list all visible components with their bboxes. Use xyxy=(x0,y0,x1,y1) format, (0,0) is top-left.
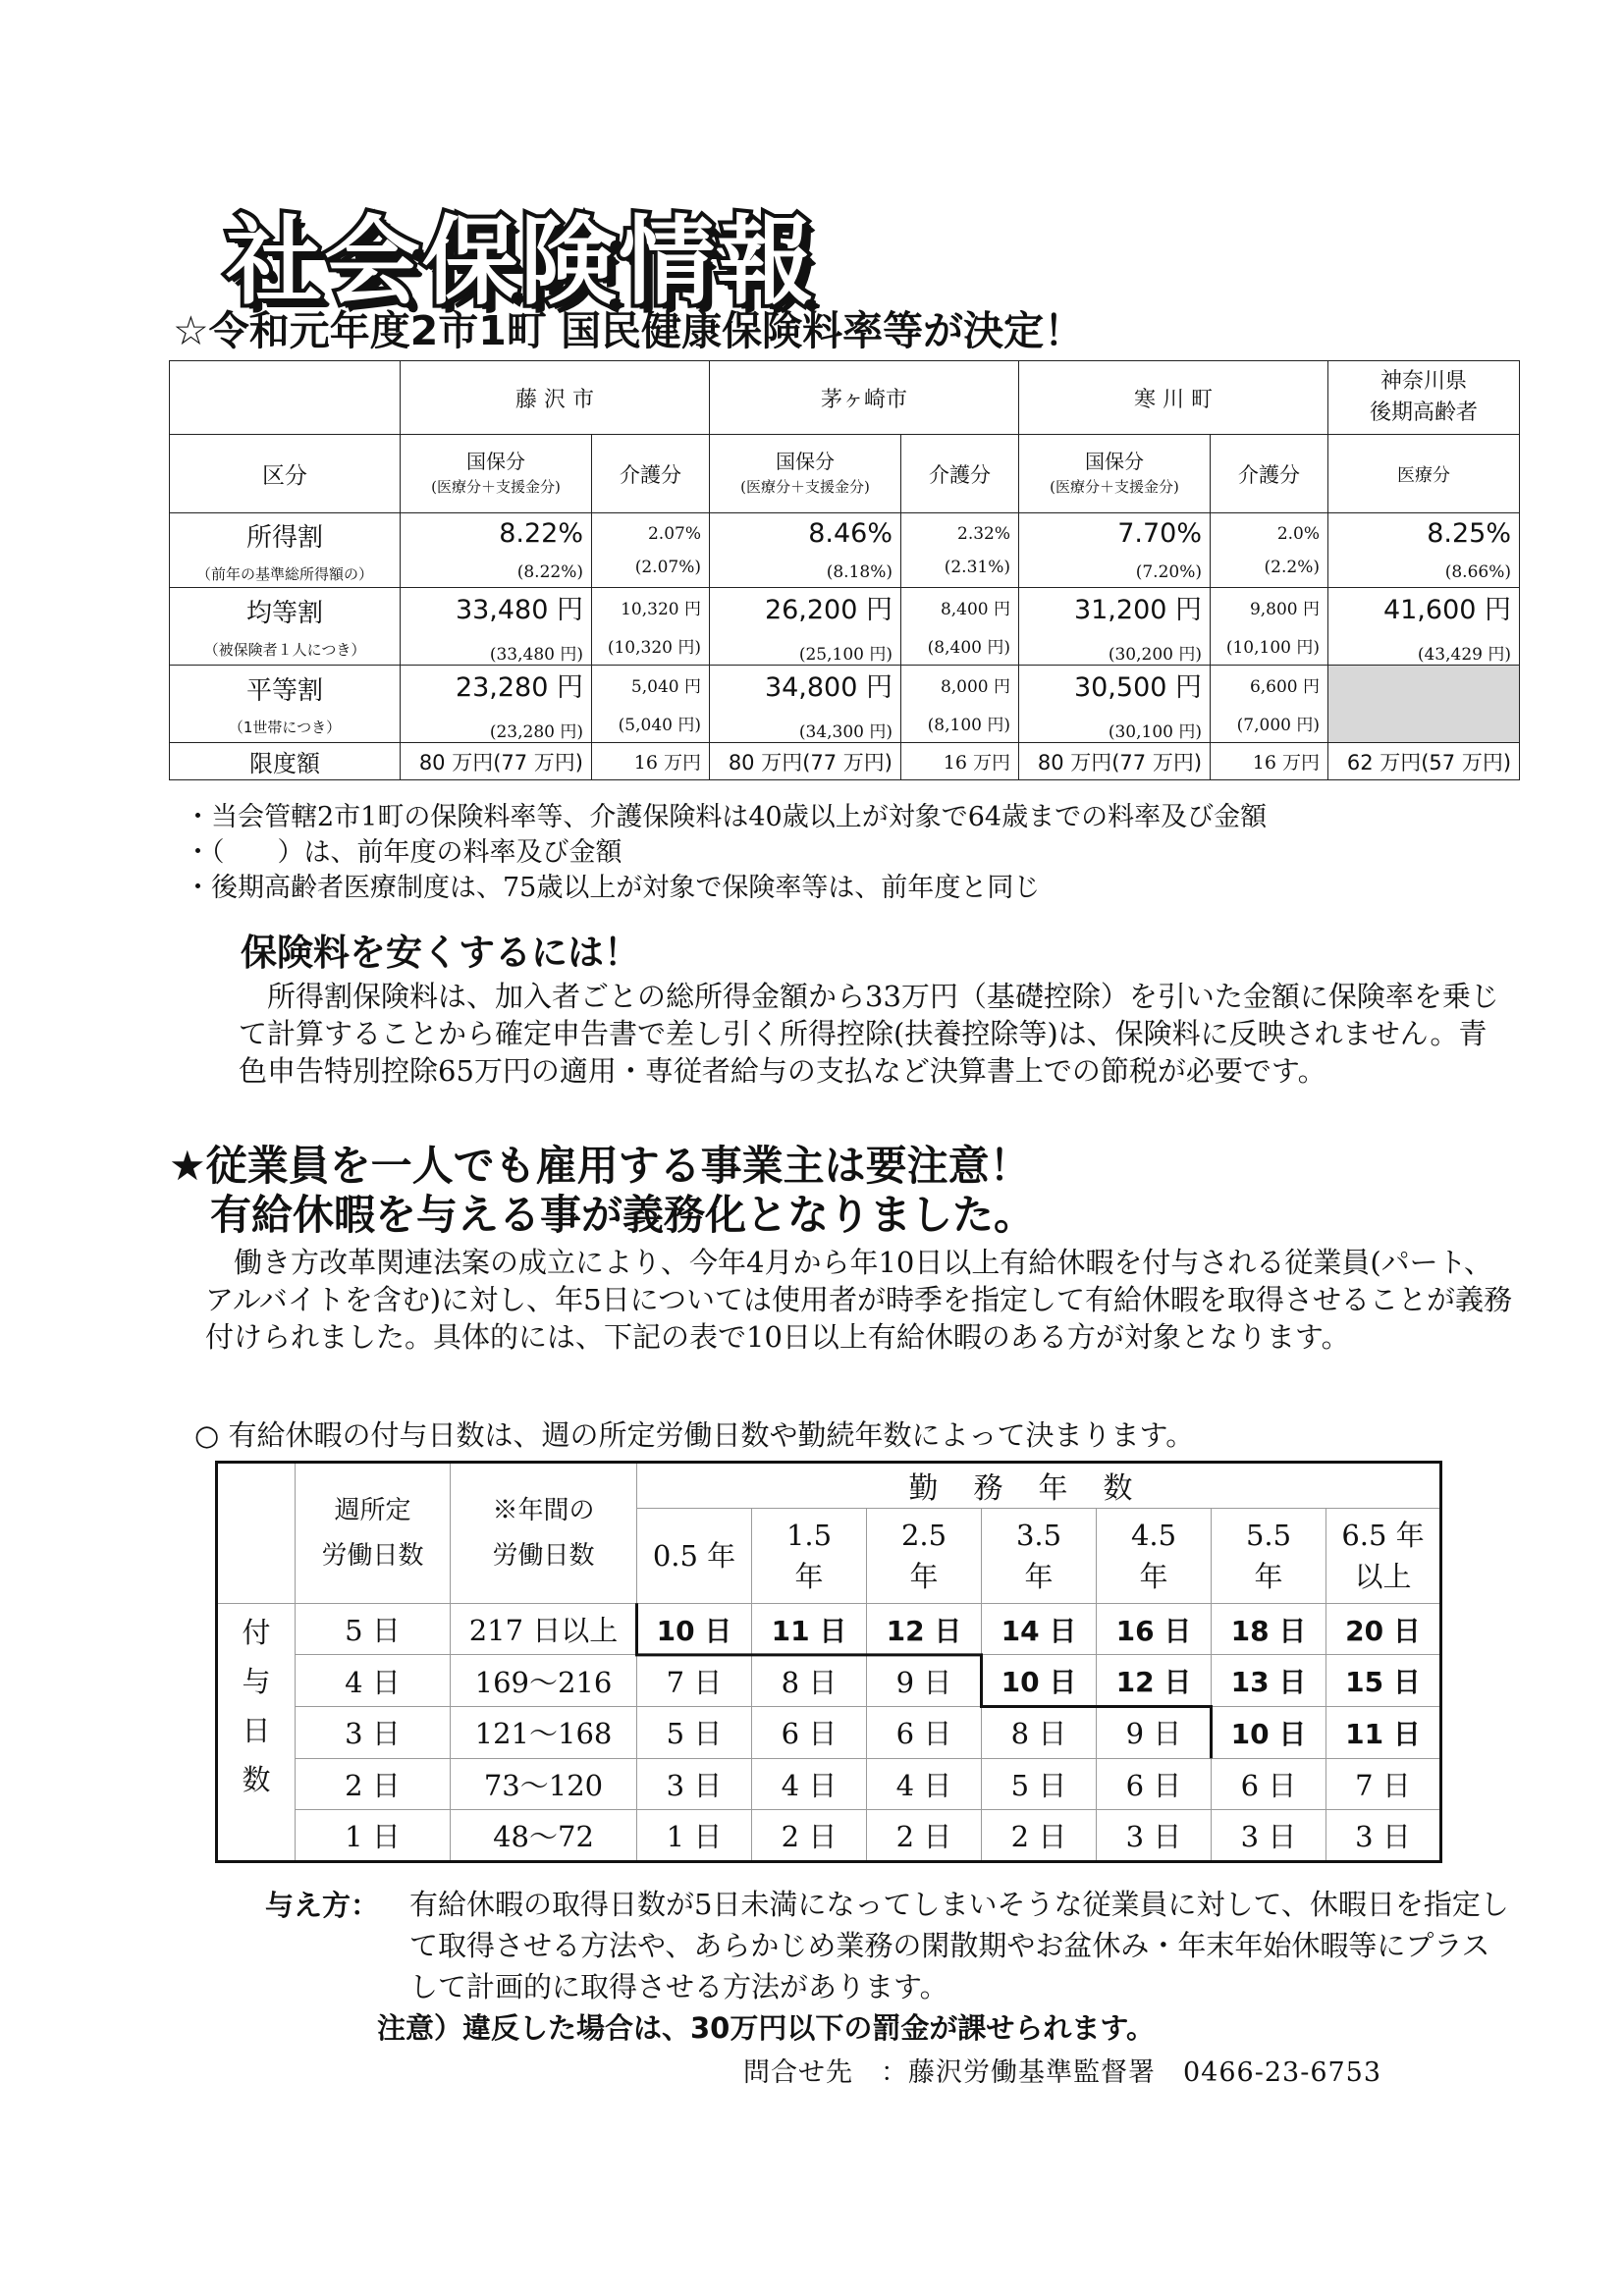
rate-row-label: 平等割 （1世帯につき） xyxy=(170,666,401,743)
granted-days-cell: 8 日 xyxy=(752,1655,867,1707)
rate-value-cell: 31,200 円 (30,200 円) xyxy=(1019,588,1211,666)
weekly-days-cell: 2 日 xyxy=(296,1758,451,1810)
granted-days-cell: 3 日 xyxy=(1097,1810,1212,1862)
granted-days-cell: 4 日 xyxy=(752,1758,867,1810)
paid-leave-text: 働き方改革関連法案の成立により、今年4月から年10日以上有給休暇を付与される従業員(パート、アルバイトを含む)に対し、年5日については使用者が時季を指定して有給休暇を取得させることが義務付けられました。具体的には、下記の表で10日以上有給休暇のある方が対象となります。 xyxy=(205,1246,1512,1354)
rate-value-cell: 30,500 円 (30,100 円) xyxy=(1019,666,1211,743)
service-year-header: 3.5 年 xyxy=(982,1508,1097,1603)
granted-days-cell: 13 日 xyxy=(1212,1655,1326,1707)
granted-days-cell: 10 日 xyxy=(637,1603,752,1655)
insurance-rate-table xyxy=(169,360,1520,780)
granted-days-cell: 11 日 xyxy=(752,1603,867,1655)
granted-days-cell: 6 日 xyxy=(867,1707,982,1759)
rate-value-cell: 34,800 円 (34,300 円) xyxy=(710,666,901,743)
annual-days-cell: 48～72 xyxy=(451,1810,637,1862)
rate-value-cell: 8.25% (8.66%) xyxy=(1328,513,1520,588)
granted-days-cell: 2 日 xyxy=(982,1810,1097,1862)
granted-days-cell: 14 日 xyxy=(982,1603,1097,1655)
note-2: ・（ ）は、前年度の料率及び金額 xyxy=(185,837,622,868)
weekly-days-cell: 3 日 xyxy=(296,1707,451,1759)
rate-value-cell: 7.70% (7.20%) xyxy=(1019,513,1211,588)
granted-days-cell: 9 日 xyxy=(867,1655,982,1707)
city-chigasaki: 茅ヶ崎市 xyxy=(710,361,1019,435)
granted-days-cell: 6 日 xyxy=(1212,1758,1326,1810)
note-1: ・当会管轄2市1町の保険料率等、介護保険料は40歳以上が対象で64歳までの料率及び金額 xyxy=(185,802,1268,832)
rate-value-cell: 2.32% (2.31%) xyxy=(901,513,1019,588)
granted-days-cell: 12 日 xyxy=(1097,1655,1212,1707)
corner-blank xyxy=(217,1463,296,1604)
rate-value-cell: 8,400 円 (8,400 円) xyxy=(901,588,1019,666)
granted-days-cell: 3 日 xyxy=(637,1758,752,1810)
weekly-days-cell: 1 日 xyxy=(296,1810,451,1862)
rate-value-cell: 8.22% (8.22%) xyxy=(401,513,592,588)
granted-days-cell: 20 日 xyxy=(1326,1603,1441,1655)
kokuho-header: 国保分 (医療分＋支援金分) xyxy=(1019,435,1211,513)
granted-days-cell: 15 日 xyxy=(1326,1655,1441,1707)
service-year-header: 0.5 年 xyxy=(637,1508,752,1603)
grant-days-side-label: 付 与 日 数 xyxy=(217,1603,296,1861)
service-year-header: 4.5 年 xyxy=(1097,1508,1212,1603)
limit-value: 80 万円(77 万円) xyxy=(401,743,592,780)
granted-days-cell: 9 日 xyxy=(1097,1707,1212,1759)
granted-days-cell: 8 日 xyxy=(982,1707,1097,1759)
rate-value-cell: 26,200 円 (25,100 円) xyxy=(710,588,901,666)
header-blank xyxy=(170,361,401,435)
weekly-days-cell: 5 日 xyxy=(296,1603,451,1655)
granted-days-cell: 2 日 xyxy=(752,1810,867,1862)
granted-days-cell: 2 日 xyxy=(867,1810,982,1862)
kaigo-header: 介護分 xyxy=(901,435,1019,513)
granted-days-cell: 5 日 xyxy=(982,1758,1097,1810)
rate-value-cell: 23,280 円 (23,280 円) xyxy=(401,666,592,743)
rate-value-cell: 8.46% (8.18%) xyxy=(710,513,901,588)
limit-value: 62 万円(57 万円) xyxy=(1328,743,1520,780)
limit-value: 16 万円 xyxy=(1211,743,1328,780)
annual-days-cell: 169～216 xyxy=(451,1655,637,1707)
table-intro: ○ 有給休暇の付与日数は、週の所定労働日数や勤続年数によって決まります。 xyxy=(194,1418,1195,1452)
city-fujisawa: 藤 沢 市 xyxy=(401,361,710,435)
kokuho-header: 国保分 (医療分＋支援金分) xyxy=(401,435,592,513)
granted-days-cell: 4 日 xyxy=(867,1758,982,1810)
give-method-label: 与え方： xyxy=(265,1889,380,1922)
granted-days-cell: 6 日 xyxy=(752,1707,867,1759)
rate-value-cell: 33,480 円 (33,480 円) xyxy=(401,588,592,666)
limit-value: 16 万円 xyxy=(901,743,1019,780)
kaigo-header: 介護分 xyxy=(592,435,710,513)
kanagawa-elderly-header: 神奈川県 後期高齢者 xyxy=(1328,361,1520,435)
rate-value-cell: 9,800 円 (10,100 円) xyxy=(1211,588,1328,666)
contact-info: 問合せ先 ：藤沢労働基準監督署 0466-23-6753 xyxy=(743,2057,1382,2088)
limit-label: 限度額 xyxy=(170,743,401,780)
service-years-header: 勤務年数 xyxy=(637,1463,1441,1509)
service-year-header: 6.5 年 以上 xyxy=(1326,1508,1441,1603)
annual-days-header: ※年間の 労働日数 xyxy=(451,1463,637,1604)
city-samukawa: 寒 川 町 xyxy=(1019,361,1328,435)
section-title-paid-leave: ★従業員を一人でも雇用する事業主は要注意！ 有給休暇を与える事が義務化となりました。 xyxy=(169,1142,1036,1239)
section-title-lower-premium: 保険料を安くするには！ xyxy=(241,932,640,974)
granted-days-cell: 11 日 xyxy=(1326,1707,1441,1759)
granted-days-cell: 18 日 xyxy=(1212,1603,1326,1655)
kaigo-header: 介護分 xyxy=(1211,435,1328,513)
rate-value-cell: 41,600 円 (43,429 円) xyxy=(1328,588,1520,666)
annual-days-cell: 73～120 xyxy=(451,1758,637,1810)
granted-days-cell: 12 日 xyxy=(867,1603,982,1655)
rate-value-cell: 2.0% (2.2%) xyxy=(1211,513,1328,588)
give-method-text: 有給休暇の取得日数が5日未満になってしまいそうな従業員に対して、休暇日を指定して取得させる方法や、あらかじめ業務の閑散期やお盆休み・年末年始休暇等にプラスして計画的に取得させる方法があります。 xyxy=(409,1888,1509,2003)
kokuho-header: 国保分 (医療分＋支援金分) xyxy=(710,435,901,513)
granted-days-cell: 3 日 xyxy=(1212,1810,1326,1862)
section-title-insurance-rates: ☆令和元年度2市1町 国民健康保険料率等が決定！ xyxy=(173,307,1085,354)
rate-value-cell: 8,000 円 (8,100 円) xyxy=(901,666,1019,743)
granted-days-cell: 5 日 xyxy=(637,1707,752,1759)
granted-days-cell: 6 日 xyxy=(1097,1758,1212,1810)
service-year-header: 1.5 年 xyxy=(752,1508,867,1603)
limit-value: 80 万円(77 万円) xyxy=(1019,743,1211,780)
limit-value: 16 万円 xyxy=(592,743,710,780)
rate-value-cell: 6,600 円 (7,000 円) xyxy=(1211,666,1328,743)
empty-shaded-cell xyxy=(1328,666,1520,743)
lower-premium-text: 所得割保険料は、加入者ごとの総所得金額から33万円（基礎控除）を引いた金額に保険率を乗じて計算することから確定申告書で差し引く所得控除(扶養控除等)は、保険料に反映されません。青色申告特別控除65万円の適用・専従者給与の支払など決算書上での節税が必要です。 xyxy=(239,980,1499,1088)
annual-days-cell: 121～168 xyxy=(451,1707,637,1759)
granted-days-cell: 7 日 xyxy=(1326,1758,1441,1810)
paid-leave-table xyxy=(215,1461,1442,1863)
iryo-header: 医療分 xyxy=(1328,435,1520,513)
granted-days-cell: 1 日 xyxy=(637,1810,752,1862)
rate-row-label: 所得割 （前年の基準総所得額の） xyxy=(170,513,401,588)
page-title: 社会保険情報 xyxy=(226,206,816,318)
limit-value: 80 万円(77 万円) xyxy=(710,743,901,780)
rate-value-cell: 5,040 円 (5,040 円) xyxy=(592,666,710,743)
note-3: ・後期高齢者医療制度は、75歳以上が対象で保険率等は、前年度と同じ xyxy=(185,873,1041,903)
weekly-days-cell: 4 日 xyxy=(296,1655,451,1707)
rate-value-cell: 10,320 円 (10,320 円) xyxy=(592,588,710,666)
granted-days-cell: 10 日 xyxy=(982,1655,1097,1707)
annual-days-cell: 217 日以上 xyxy=(451,1603,637,1655)
service-year-header: 5.5 年 xyxy=(1212,1508,1326,1603)
rate-row-label: 均等割 （被保険者１人につき） xyxy=(170,588,401,666)
rate-value-cell: 2.07% (2.07%) xyxy=(592,513,710,588)
service-year-header: 2.5 年 xyxy=(867,1508,982,1603)
kubun-header: 区分 xyxy=(170,435,401,513)
penalty-caution: 注意）違反した場合は、30万円以下の罰金が課せられます。 xyxy=(377,2011,1156,2045)
granted-days-cell: 16 日 xyxy=(1097,1603,1212,1655)
weekly-days-header: 週所定 労働日数 xyxy=(296,1463,451,1604)
granted-days-cell: 10 日 xyxy=(1212,1707,1326,1759)
granted-days-cell: 3 日 xyxy=(1326,1810,1441,1862)
granted-days-cell: 7 日 xyxy=(637,1655,752,1707)
